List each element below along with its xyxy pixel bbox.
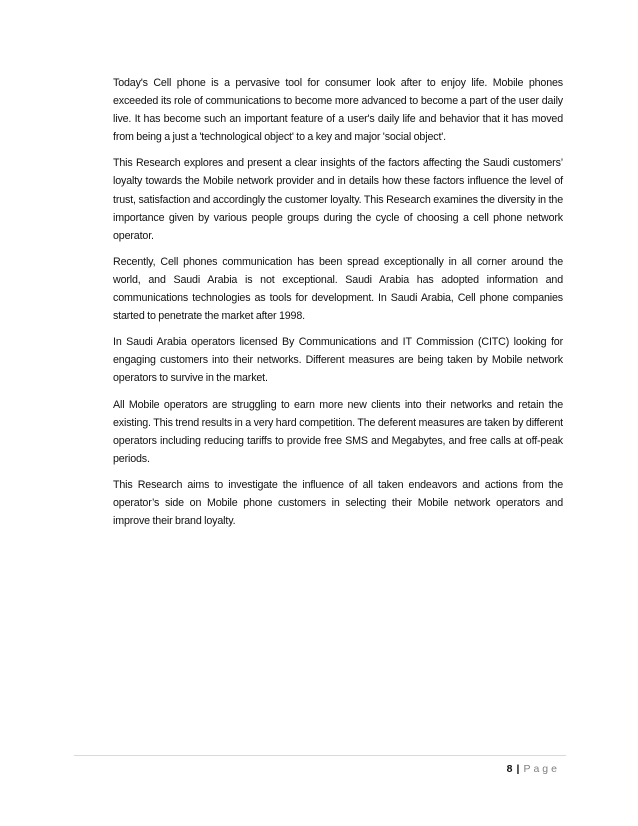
body-text — [113, 74, 563, 538]
paragraph-cell-phone-intro: Today's Cell phone is a pervasive tool for consumer look after to enjoy life. Mobile phones exceeded its role of communications to become more advanced to become a part of the user daily live. It has become such an important feature of a user's daily life and behavior that it has moved from being a just a 'technological object' to a key and major 'social object'. — [113, 77, 563, 144]
footer-divider — [74, 755, 566, 756]
paragraph-research-explores: This Research explores and present a clear insights of the factors affecting the Saudi customers’ loyalty towards the Mobile network provider and in details how these factors influence the level of trust, satisfaction and accordingly the customer loyalty. This Research examines the diversity in the importance given by various people groups during the cycle of choosing a cell phone network operator. — [113, 157, 563, 242]
footer-separator: | — [516, 763, 520, 775]
paragraph-research-aims: This Research aims to investigate the influence of all taken endeavors and actions from the operator’s side on Mobile phone customers in selecting their Mobile network operators and improve their brand loyalty. — [113, 478, 563, 528]
page-label: Page — [523, 763, 560, 775]
paragraph-citc-operators: In Saudi Arabia operators licensed By Communications and IT Commission (CITC) looking for engaging customers into their networks. Different measures are being taken by Mobile network operators to survive in the market. — [113, 336, 563, 385]
page-number: 8 — [506, 763, 513, 775]
paragraph-competition: All Mobile operators are struggling to earn more new clients into their networks and retain the existing. This trend results in a very hard competition. The deferent measures are taken by different operators including reducing tariffs to provide free SMS and Megabytes, and free calls at off-peak periods. — [113, 398, 563, 465]
page-footer — [507, 762, 560, 776]
paragraph-spread-in-saudi: Recently, Cell phones communication has been spread exceptionally in all corner around the world, and Saudi Arabia is not exceptional. Saudi Arabia has adopted information and communications technologies as tools for development. In Saudi Arabia, Cell phone companies started to penetrate the market after 1998. — [113, 255, 563, 323]
